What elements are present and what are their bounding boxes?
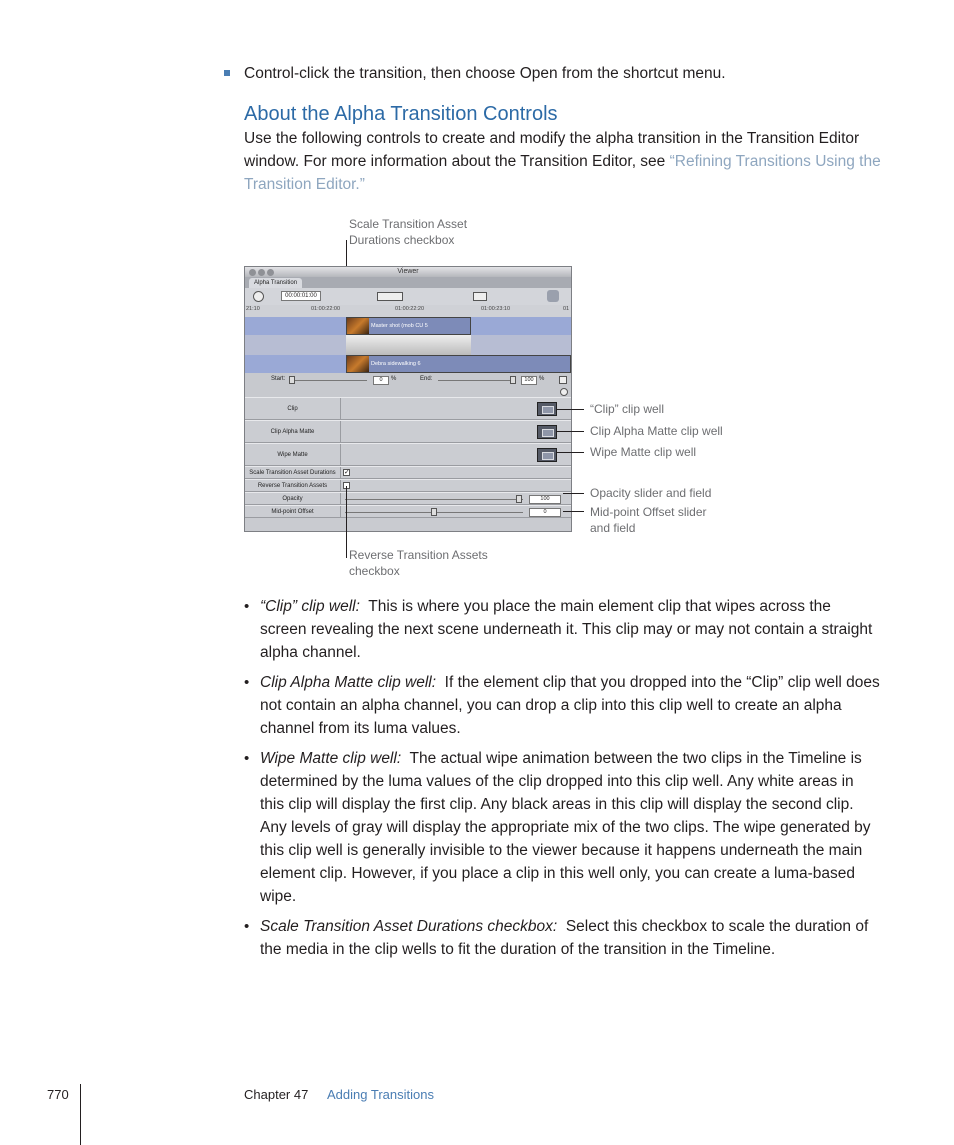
start-slider[interactable]: [289, 380, 367, 381]
parameters-header: [245, 387, 571, 397]
callout-wipe-matte-well: Wipe Matte clip well: [590, 445, 697, 459]
param-row-clip-alpha-matte: [245, 420, 571, 443]
callout-line: [563, 511, 584, 512]
definition-term: “Clip” clip well:: [260, 598, 360, 615]
bullet-dot: •: [244, 918, 250, 935]
callout-scale-checkbox: Scale Transition Asset Durations checkbox: [349, 217, 468, 247]
end-slider[interactable]: [438, 380, 516, 381]
incoming-clip[interactable]: [346, 355, 571, 373]
duration-icon: [253, 291, 264, 302]
thumbnail-display-icon[interactable]: [473, 292, 487, 301]
duration-field[interactable]: 00:00:01:00: [281, 291, 321, 301]
callout-line: [556, 452, 584, 453]
scale-durations-checkbox[interactable]: ✓: [344, 469, 350, 476]
param-label: Wipe Matte: [245, 444, 341, 465]
definition-term: Scale Transition Asset Durations checkbox:: [260, 918, 558, 935]
ruler-tick-5: 01: [563, 306, 570, 312]
start-slider-knob[interactable]: [289, 376, 295, 384]
definition-term: Clip Alpha Matte clip well:: [260, 674, 437, 691]
empty-parameters-area: [245, 518, 571, 531]
drag-hand-icon[interactable]: [547, 290, 559, 302]
transition-editor-window: [244, 266, 572, 532]
ruler-tick-1: 21:10: [246, 306, 260, 312]
ruler-tick-4: 01:00:23:10: [481, 306, 511, 312]
transition-region[interactable]: [346, 335, 471, 355]
window-title: Viewer: [397, 268, 419, 275]
clip-name: Debra sidewalking 6: [371, 361, 421, 367]
callout-reverse-checkbox: Reverse Transition Assets checkbox: [349, 548, 488, 578]
section-paragraph: [244, 127, 884, 196]
clip-thumbnail: [347, 356, 369, 372]
param-row-wipe-matte: [245, 443, 571, 466]
end-percent: %: [539, 376, 545, 382]
callout-alpha-matte-well: Clip Alpha Matte clip well: [590, 424, 723, 438]
param-row-reverse-assets: [245, 479, 571, 492]
bullet-dot: •: [244, 598, 250, 615]
param-row-midpoint-offset: [245, 505, 571, 518]
callout-line: [556, 409, 584, 410]
footer-chapter: Chapter 47: [244, 1087, 309, 1102]
clip-well[interactable]: [537, 402, 557, 416]
definition-text: Select this checkbox to scale the duration of the media in the clip wells to fit the duration of the transition in the Timeline.: [260, 918, 869, 958]
definition-term: Wipe Matte clip well:: [260, 750, 402, 767]
ruler-tick-3: 01:00:22:20: [395, 306, 425, 312]
reset-icon[interactable]: [559, 376, 567, 384]
end-label: End:: [420, 376, 433, 382]
param-row-scale-durations: [245, 466, 571, 479]
control-bar: [245, 288, 571, 305]
intro-bullet-text: Control-click the transition, then choose Open from the shortcut menu.: [244, 65, 726, 82]
param-label: Mid-point Offset: [245, 506, 341, 517]
clip-alpha-matte-well[interactable]: [537, 425, 557, 439]
clip-thumbnail: [347, 318, 369, 334]
reset-button-icon[interactable]: [560, 388, 568, 396]
opacity-slider[interactable]: [345, 499, 523, 500]
page-number: 770: [47, 1087, 69, 1102]
title-bar: [245, 267, 571, 277]
param-row-opacity: [245, 492, 571, 505]
opacity-slider-knob[interactable]: [516, 495, 522, 503]
bullet-dot: •: [244, 674, 250, 691]
midpoint-offset-slider[interactable]: [345, 512, 523, 513]
ruler-tick-2: 01:00:22:00: [311, 306, 341, 312]
bullet-dot: •: [244, 750, 250, 767]
callout-line: [556, 431, 584, 432]
midpoint-offset-field[interactable]: 0: [529, 508, 561, 517]
callout-clip-well: “Clip” clip well: [590, 402, 665, 416]
definition-text: The actual wipe animation between the two clips in the Timeline is determined by the luma values of the clip dropped into this clip well. Any white areas in this clip will display the first clip. Any black areas in this clip will display the second clip. Any levels of gray will display the appropriate mix of the two clips. The wipe generated by this clip well is generally invisible to the viewer because it happens underneath the main element clip. However, if you place a clip in this well only, you can create a luma-based wipe.: [260, 750, 871, 905]
start-percent: %: [391, 376, 397, 382]
clip-name: Master shot (mob CU 5: [371, 323, 428, 329]
definition-text: If the element clip that you dropped into the “Clip” clip well does not contain an alpha channel, you can drop a clip into this clip well to create an alpha channel from its luma values.: [260, 674, 880, 737]
opacity-field[interactable]: 100: [529, 495, 561, 504]
wipe-matte-well[interactable]: [537, 448, 557, 462]
param-label: Opacity: [245, 493, 341, 504]
callout-opacity: Opacity slider and field: [590, 486, 712, 500]
callout-line: [346, 486, 347, 558]
start-field[interactable]: 0: [373, 376, 389, 385]
param-row-clip: [245, 397, 571, 420]
param-label: Clip: [245, 398, 341, 419]
paragraph-text: Use the following controls to create and modify the alpha transition in the Transition Editor window. For more information about the Transition Editor, see: [244, 130, 860, 170]
outgoing-clip[interactable]: [346, 317, 471, 335]
tab-bar: [245, 277, 571, 288]
start-end-bar: [245, 373, 571, 387]
midpoint-slider-knob[interactable]: [431, 508, 437, 516]
end-slider-knob[interactable]: [510, 376, 516, 384]
timeline-ruler: [245, 305, 571, 317]
tab-alpha-transition[interactable]: Alpha Transition: [249, 278, 302, 288]
definition-text: This is where you place the main element clip that wipes across the screen revealing the next scene underneath it. This clip may or may not contain a straight alpha channel.: [260, 598, 873, 661]
footer-rule: [80, 1084, 81, 1145]
cross-reference-link[interactable]: “Refining Transitions Using the Transition Editor.”: [244, 153, 881, 193]
bullet-marker: [224, 70, 230, 76]
param-label: Scale Transition Asset Durations: [245, 467, 341, 478]
callout-line: [563, 493, 584, 494]
section-heading: About the Alpha Transition Controls: [244, 103, 558, 125]
end-field[interactable]: 100: [521, 376, 537, 385]
param-label: Clip Alpha Matte: [245, 421, 341, 442]
footer-chapter-title[interactable]: Adding Transitions: [327, 1087, 434, 1102]
param-label: Reverse Transition Assets: [245, 480, 341, 491]
start-label: Start:: [271, 376, 286, 382]
callout-midpoint: Mid-point Offset slider and field: [590, 505, 707, 535]
alignment-buttons-icon[interactable]: [377, 292, 403, 301]
